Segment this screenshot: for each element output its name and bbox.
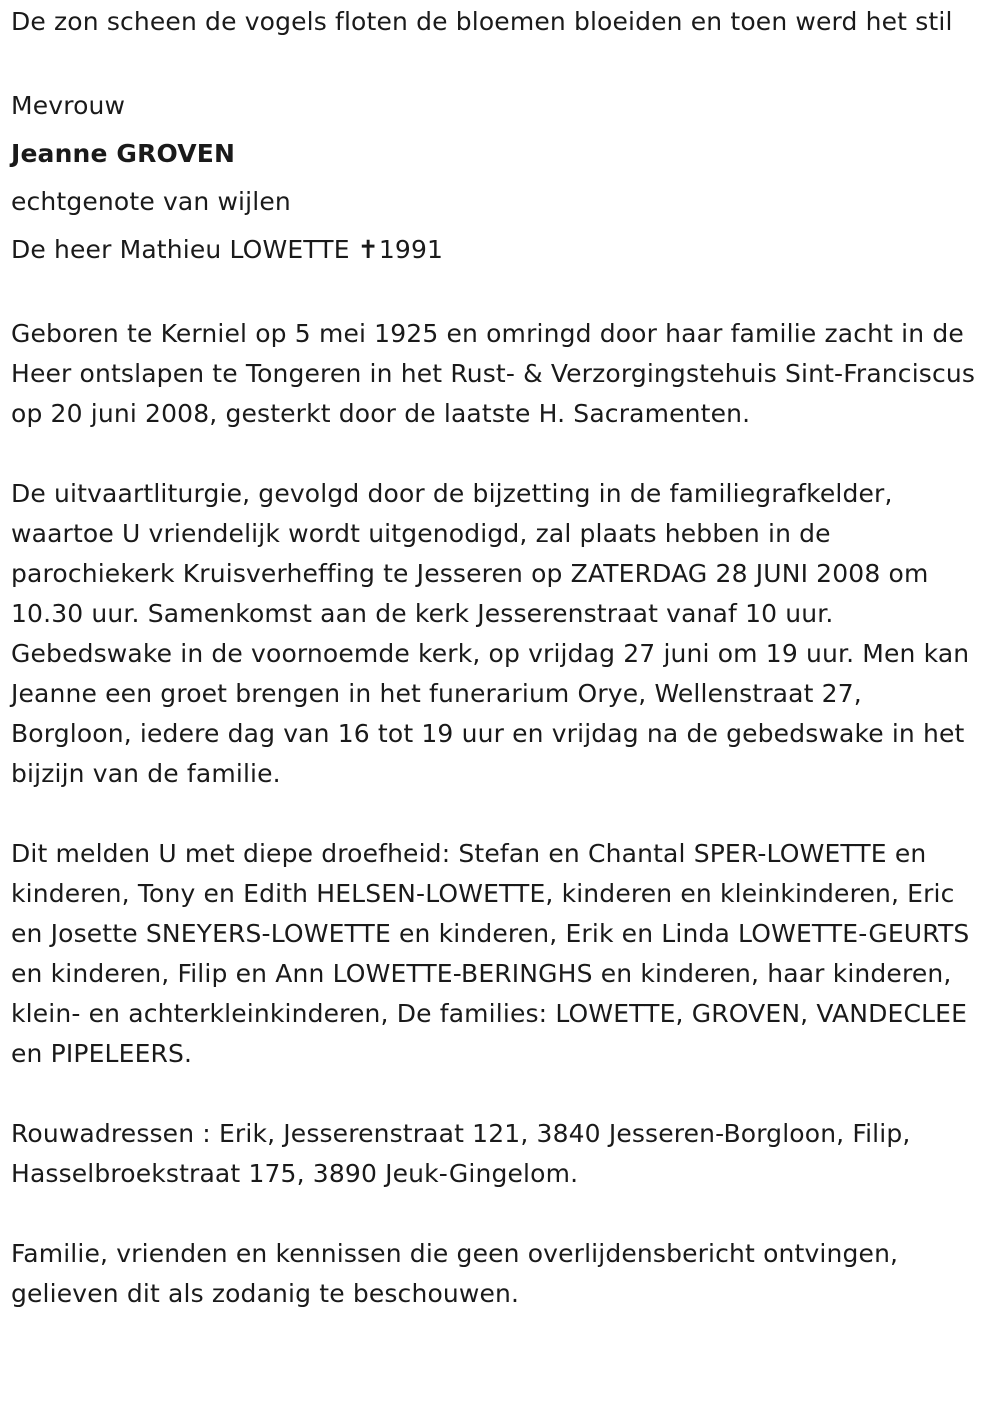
- spouse-death-year: 1991: [378, 235, 444, 264]
- deceased-name: Jeanne GROVEN: [11, 139, 236, 168]
- cross-icon: ✝: [357, 235, 379, 264]
- birth-death-paragraph: Geboren te Kerniel op 5 mei 1925 en omringd door haar familie zacht in de Heer ontslapen te Tongeren in het Rust- & Verzorgingstehuis Sint-Franciscus op 20 juni 2008, gesterkt door de laatste H. Sacramenten.: [11, 319, 976, 428]
- spouse-relation: echtgenote van wijlen: [11, 187, 291, 216]
- spacer: [11, 1194, 986, 1234]
- addresses-paragraph: Rouwadressen : Erik, Jesserenstraat 121, 3840 Jesseren-Borgloon, Filip, Hasselbroekstraat 175, 3890 Jeuk-Gingelom.: [11, 1119, 911, 1188]
- spacer: [11, 1074, 986, 1114]
- funeral-paragraph: De uitvaartliturgie, gevolgd door de bijzetting in de familiegrafkelder, waartoe U vriendelijk wordt uitgenodigd, zal plaats hebben in de parochiekerk Kruisverheffing te Jesseren op ZATERDAG 28 JUNI 2008 om 10.30 uur. Samenkomst aan de kerk Jesserenstraat vanaf 10 uur. Gebedswake in de voornoemde kerk, op vrijdag 27 juni om 19 uur. Men kan Jeanne een groet brengen in het funerarium Orye, Wellenstraat 27, Borgloon, iedere dag van 16 tot 19 uur en vrijdag na de gebedswake in het bijzijn van de familie.: [11, 479, 970, 788]
- motto-text: De zon scheen de vogels floten de bloemen bloeiden en toen werd het stil: [11, 7, 953, 36]
- salutation: Mevrouw: [11, 91, 126, 120]
- closing-paragraph: Familie, vrienden en kennissen die geen overlijdensbericht ontvingen, gelieven dit als zodanig te beschouwen.: [11, 1239, 899, 1308]
- spouse-name: De heer Mathieu LOWETTE: [11, 235, 358, 264]
- spacer: [11, 794, 986, 834]
- spouse-line: [11, 226, 986, 274]
- spacer: [11, 274, 986, 314]
- family-paragraph: Dit melden U met diepe droefheid: Stefan en Chantal SPER-LOWETTE en kinderen, Tony en Edith HELSEN-LOWETTE, kinderen en kleinkinderen, Eric en Josette SNEYERS-LOWETTE en kinderen, Erik en Linda LOWETTE-GEURTS en kinderen, Filip en Ann LOWETTE-BERINGHS en kinderen, haar kinderen, klein- en achterkleinkinderen, De families: LOWETTE, GROVEN, VANDECLEE en PIPELEERS.: [11, 839, 970, 1068]
- spacer: [11, 434, 986, 474]
- obituary-document: [11, 2, 986, 1314]
- spacer: [11, 42, 986, 82]
